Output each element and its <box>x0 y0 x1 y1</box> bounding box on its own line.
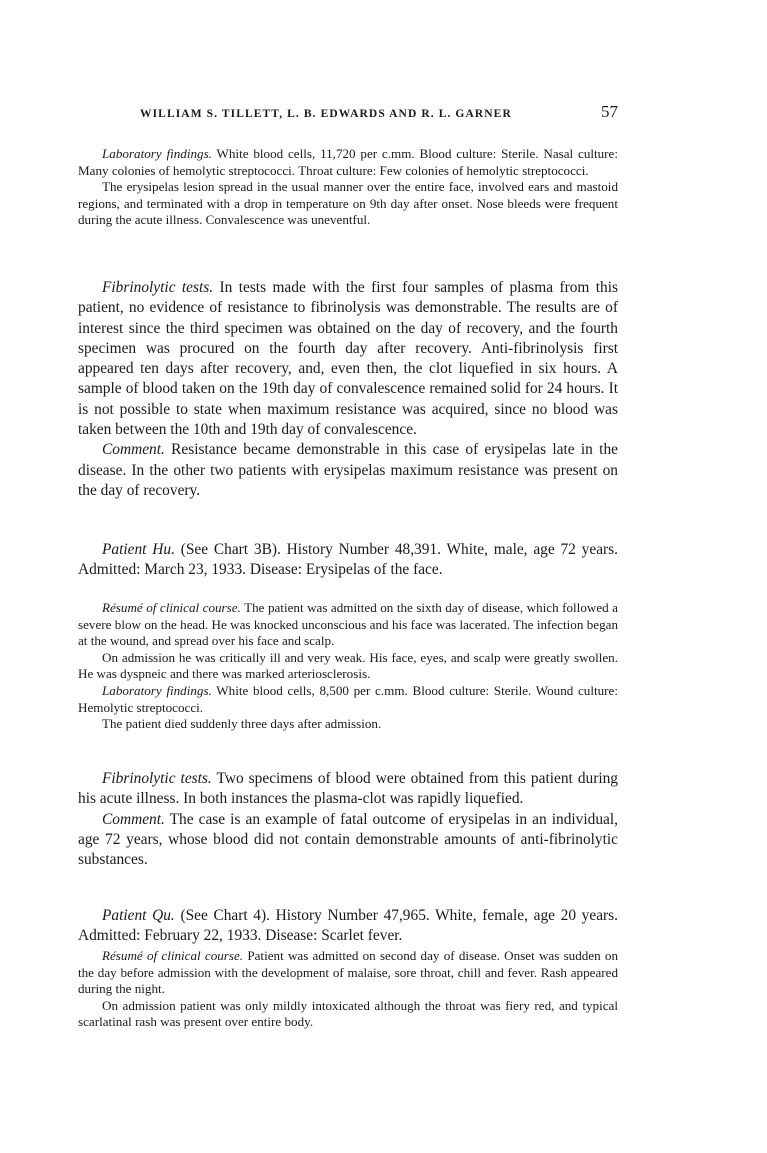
paragraph-text: (See Chart 4). History Number 47,965. White, female, age 20 years. Admitted: February 22, 1933. Disease: Scarlet fever. <box>78 907 618 945</box>
paragraph <box>78 906 618 947</box>
paragraph-lead: Comment. <box>102 810 165 828</box>
paragraph-text: In tests made with the first four samples of plasma from this patient, no evidence of resistance to fibrinolysis was demonstrable. The results are of interest since the third specimen was obtained on the day of recovery, and the fourth specimen was procured on the fourth day after recovery. Anti-fibrinolysis first appeared ten days after recovery, and, even then, the clot liquefied in six hours. A sample of blood taken on the 19th day of convalescence remained solid for 24 hours. It is not possible to state when maximum resistance was acquired, since no blood was taken between the 10th and 19th day of convalescence. <box>78 279 619 439</box>
paragraph <box>78 600 618 650</box>
paragraph <box>78 146 618 179</box>
paragraph-text: On admission patient was only mildly intoxicated although the throat was fiery red, and typical scarlatinal rash was present over entire body. <box>78 997 618 1030</box>
paragraph-lead: Fibrinolytic tests. <box>102 770 212 787</box>
paragraph-lead: Résumé of clinical course. <box>102 600 241 615</box>
paragraph-text: (See Chart 3B). History Number 48,391. White, male, age 72 years. Admitted: March 23, 1933. Disease: Erysipelas of the face. <box>78 541 618 579</box>
paragraph-lead: Fibrinolytic tests. <box>102 279 214 296</box>
paragraph-text: The case is an example of fatal outcome of erysipelas in an individual, age 72 years, whose blood did not contain demonstrable amounts of anti-fibrinolytic substances. <box>78 810 618 869</box>
patient-qu-course-block <box>78 948 618 1031</box>
paragraph-text: White blood cells, 8,500 per c.mm. Blood culture: Sterile. Wound culture: Hemolytic streptococci. <box>78 682 618 715</box>
paragraph <box>78 998 618 1031</box>
paragraph-lead: Comment. <box>102 441 165 459</box>
lab-findings-block <box>78 146 618 229</box>
patient-hu-block <box>78 540 618 581</box>
paragraph-lead: Patient Qu. <box>102 907 175 924</box>
paragraph-text: The erysipelas lesion spread in the usual manner over the entire face, involved ears and mastoid regions, and terminated with a drop in temperature on 9th day after onset. Nose bleeds were frequent during the acute illness. Convalescence was uneventful. <box>78 179 618 228</box>
page-header <box>78 102 618 130</box>
paragraph <box>78 540 618 581</box>
paragraph-text: White blood cells, 11,720 per c.mm. Blood culture: Sterile. Nasal culture: Many colonies of hemolytic streptococci. Throat culture: Few colonies of hemolytic streptococci. <box>78 146 618 178</box>
running-head: WILLIAM S. TILLETT, L. B. EDWARDS AND R. L. GARNER <box>140 108 512 120</box>
paragraph <box>78 278 618 440</box>
paragraph-text: The patient died suddenly three days after admission. <box>102 716 382 732</box>
paragraph <box>78 179 618 229</box>
paragraph-lead: Patient Hu. <box>102 541 175 558</box>
paragraph <box>78 683 618 716</box>
paragraph <box>78 716 618 733</box>
paragraph <box>78 810 618 871</box>
paragraph <box>78 769 618 810</box>
paragraph-lead: Laboratory findings. <box>102 682 212 698</box>
paragraph-text: Two specimens of blood were obtained from this patient during his acute illness. In both instances the plasma-clot was rapidly liquefied. <box>78 770 619 808</box>
fibrinolytic-tests-block <box>78 278 618 501</box>
paragraph-text: Resistance became demonstrable in this case of erysipelas late in the disease. In the other two patients with erysipelas maximum resistance was present on the day of recovery. <box>78 441 618 499</box>
patient-hu-tests-block <box>78 769 618 870</box>
paragraph <box>78 650 618 683</box>
paragraph <box>78 440 618 501</box>
page-number: 57 <box>601 102 618 121</box>
patient-qu-block <box>78 906 618 947</box>
patient-hu-course-block <box>78 600 618 733</box>
paragraph-text: On admission he was critically ill and very weak. His face, eyes, and scalp were greatly swollen. He was dyspneic and there was marked arteriosclerosis. <box>78 649 618 682</box>
paragraph <box>78 948 618 998</box>
paragraph-lead: Résumé of clinical course. <box>102 948 244 963</box>
paragraph-text: The patient was admitted on the sixth day of disease, which followed a severe blow on the head. He was knocked unconscious and his face was lacerated. The infection began at the wound, and spread over his face and scalp. <box>78 600 618 649</box>
paragraph-lead: Laboratory findings. <box>102 146 212 161</box>
paragraph-text: Patient was admitted on second day of disease. Onset was sudden on the day before admission with the development of malaise, sore throat, chill and fever. Rash appeared during the night. <box>78 948 618 997</box>
